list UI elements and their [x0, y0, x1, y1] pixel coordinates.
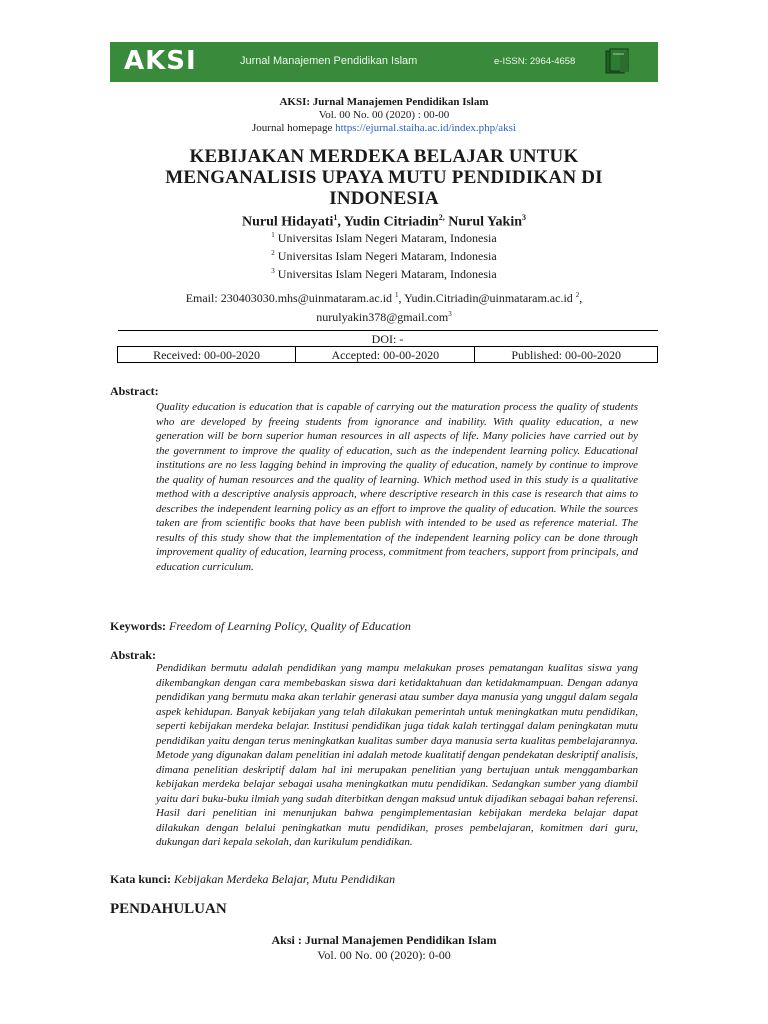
- email-sup: 3: [448, 310, 452, 318]
- author-list: Nurul Hidayati$^1$, Yudin Citriadin$^{2,}$ Nurul Yakin$^3$: [242, 213, 526, 230]
- journal-banner: [110, 42, 658, 82]
- banner-issn: e-ISSN: 2964-4658: [494, 56, 576, 67]
- affiliation-sup: 3: [271, 267, 275, 275]
- affiliation: [110, 246, 658, 264]
- email-line: Email: 230403030.mhs@uinmataram.ac.id $^1$, Yudin.Citriadin@uinmataram.ac.id $^2$,: [185, 291, 583, 305]
- accepted-date: Accepted: 00-00-2020: [296, 347, 475, 363]
- author-sup: 1: [333, 213, 338, 222]
- footer-volume: Vol. 00 No. 00 (2020): 0-00: [317, 948, 451, 962]
- email-address[interactable]: nurulyakin378@gmail.com: [316, 310, 449, 324]
- kata-kunci: [110, 872, 395, 887]
- abstrak-label: Abstrak:: [110, 648, 157, 662]
- email-line: [110, 306, 658, 325]
- keywords-value: Freedom of Learning Policy, Quality of Education: [169, 619, 411, 633]
- title-line: KEBIJAKAN MERDEKA BELAJAR UNTUK: [189, 146, 579, 167]
- title-line: INDONESIA: [329, 188, 439, 209]
- affiliation: [110, 264, 658, 282]
- email-address[interactable]: 230403030.mhs@uinmataram.ac.id: [220, 291, 393, 305]
- page-footer: [110, 933, 658, 963]
- email-block: [110, 287, 658, 325]
- received-date: Received: 00-00-2020: [118, 347, 296, 363]
- journal-logo: AKSI: [124, 46, 197, 76]
- dates-row: [118, 347, 658, 363]
- homepage-label: Journal homepage: [252, 122, 333, 134]
- title-line: MENGANALISIS UPAYA MUTU PENDIDIKAN DI: [165, 167, 603, 188]
- keywords-label: Keywords:: [110, 619, 166, 633]
- author-sup: 2,: [438, 213, 445, 222]
- kata-kunci-value: Kebijakan Merdeka Belajar, Mutu Pendidikan: [174, 872, 396, 886]
- author-name: Nurul Hidayati: [242, 214, 334, 230]
- doi-row: [118, 331, 658, 347]
- affiliation-text: Universitas Islam Negeri Mataram, Indonesia: [277, 249, 497, 263]
- section-heading: PENDAHULUAN: [110, 901, 227, 917]
- homepage-link[interactable]: https://ejurnal.staiha.ac.id/index.php/aksi: [335, 122, 516, 134]
- affiliation: [110, 228, 658, 246]
- email-label: Email:: [185, 291, 218, 305]
- keywords: [110, 619, 411, 634]
- abstrak-text: Pendidikan bermutu adalah pendidikan yang mampu melakukan proses pematangan kualitas siswa yang dikembangkan dengan cara membebaskan siswa dari ketidaktahuan dan ketidakmampuan. Dengan adanya pendidikan yang bermutu maka akan terlahir generasi atau sumber daya manusia yang unggul dalam segala aspek kehidupan. Banyak kebijakan yang telah dilakukan pemerintah untuk meningkatkan mutu pendidikan, seperti kebijakan merdeka belajar. Institusi pendidikan juga tidak kalah tertinggal dalam peningkatan mutu pendidikan yaitu dengan terus meningkatkan kualitas sumber daya manusia serta kualitas pembelajarannya. Metode yang digunakan dalam penelitian ini adalah metode kualitatif dengan pendekatan deskriptif analisis, dimana penelitian deskriptif dalam hal ini merupakan penelitian yang bertujuan untuk menggambarkan kebijakan merdeka belajar sebagai usaha meningkatkan mutu pendidikan. Sedangkan sumber yang diambil yaitu dari buku-buku ilmiah yang sudah diterbitkan dengan maksud untuk dijadikan sebagai bahan referensi. Hasil dari penelitian ini menunjukan bahwa pengimplementasian kebijakan merdeka belajar dapat dilakukan dengan belalui peningkatkan mutu pendidikan, proses pembelajaran, komitmen dari guru, dukungan dari kepala sekolah, dan kurikulum pendidikan.: [156, 662, 638, 848]
- abstract-label: Abstract:: [110, 384, 159, 398]
- journal-name: AKSI: Jurnal Manajemen Pendidikan Islam: [279, 96, 489, 108]
- author-name: Yudin Citriadin: [343, 214, 439, 230]
- affiliation-sup: 2: [271, 249, 275, 257]
- journal-header: [110, 96, 658, 135]
- affiliation-text: Universitas Islam Negeri Mataram, Indonesia: [277, 231, 497, 245]
- kata-kunci-label: Kata kunci:: [110, 872, 172, 886]
- affiliation-list: [110, 228, 658, 282]
- footer-journal-name: Aksi : Jurnal Manajemen Pendidikan Islam: [271, 933, 497, 947]
- published-date: Published: 00-00-2020: [475, 347, 658, 363]
- doi-table: [117, 330, 658, 363]
- doi-value: DOI: -: [118, 331, 658, 347]
- email-address[interactable]: Yudin.Citriadin@uinmataram.ac.id: [404, 291, 573, 305]
- email-sup: 1: [395, 291, 399, 299]
- email-sup: 2: [575, 291, 580, 299]
- book-icon: [604, 48, 632, 76]
- affiliation-text: Universitas Islam Negeri Mataram, Indonesia: [277, 267, 497, 281]
- journal-volume: Vol. 00 No. 00 (2020) : 00-00: [318, 109, 450, 121]
- abstract-text: Quality education is education that is capable of carrying out the maturation process the quality of students who are developed by freeing students from ignorance and inability. With quality education, a new generation will be born superior human resources in all aspects of life. Many policies have carried out by the government to improve the quality of education, such as the independent learning policy. Educational institutions are no less lagging behind in improving the quality of education, namely by continue to improve the quality of human resources and the quality of learning. Which method used in this study is a qualitative method with a descriptive analysis approach, where descriptive research in this case is research that aims to describes the independent learning policy as an effort to improve the quality of education. While the sources taken are from scientific books that have been publish with intended to be used as reference material. The results of this study show that the implementation of the independent learning policy can be done through improvement quality of education, learning process, commitment from teachers, support from principals, and education curriculum.: [156, 401, 638, 573]
- paper-title: [110, 146, 658, 209]
- author-sup: 3: [522, 213, 526, 222]
- author-name: Nurul Yakin: [448, 214, 522, 230]
- affiliation-sup: 1: [271, 231, 275, 239]
- journal-homepage: [110, 122, 658, 135]
- banner-journal-name: Jurnal Manajemen Pendidikan Islam: [240, 55, 418, 67]
